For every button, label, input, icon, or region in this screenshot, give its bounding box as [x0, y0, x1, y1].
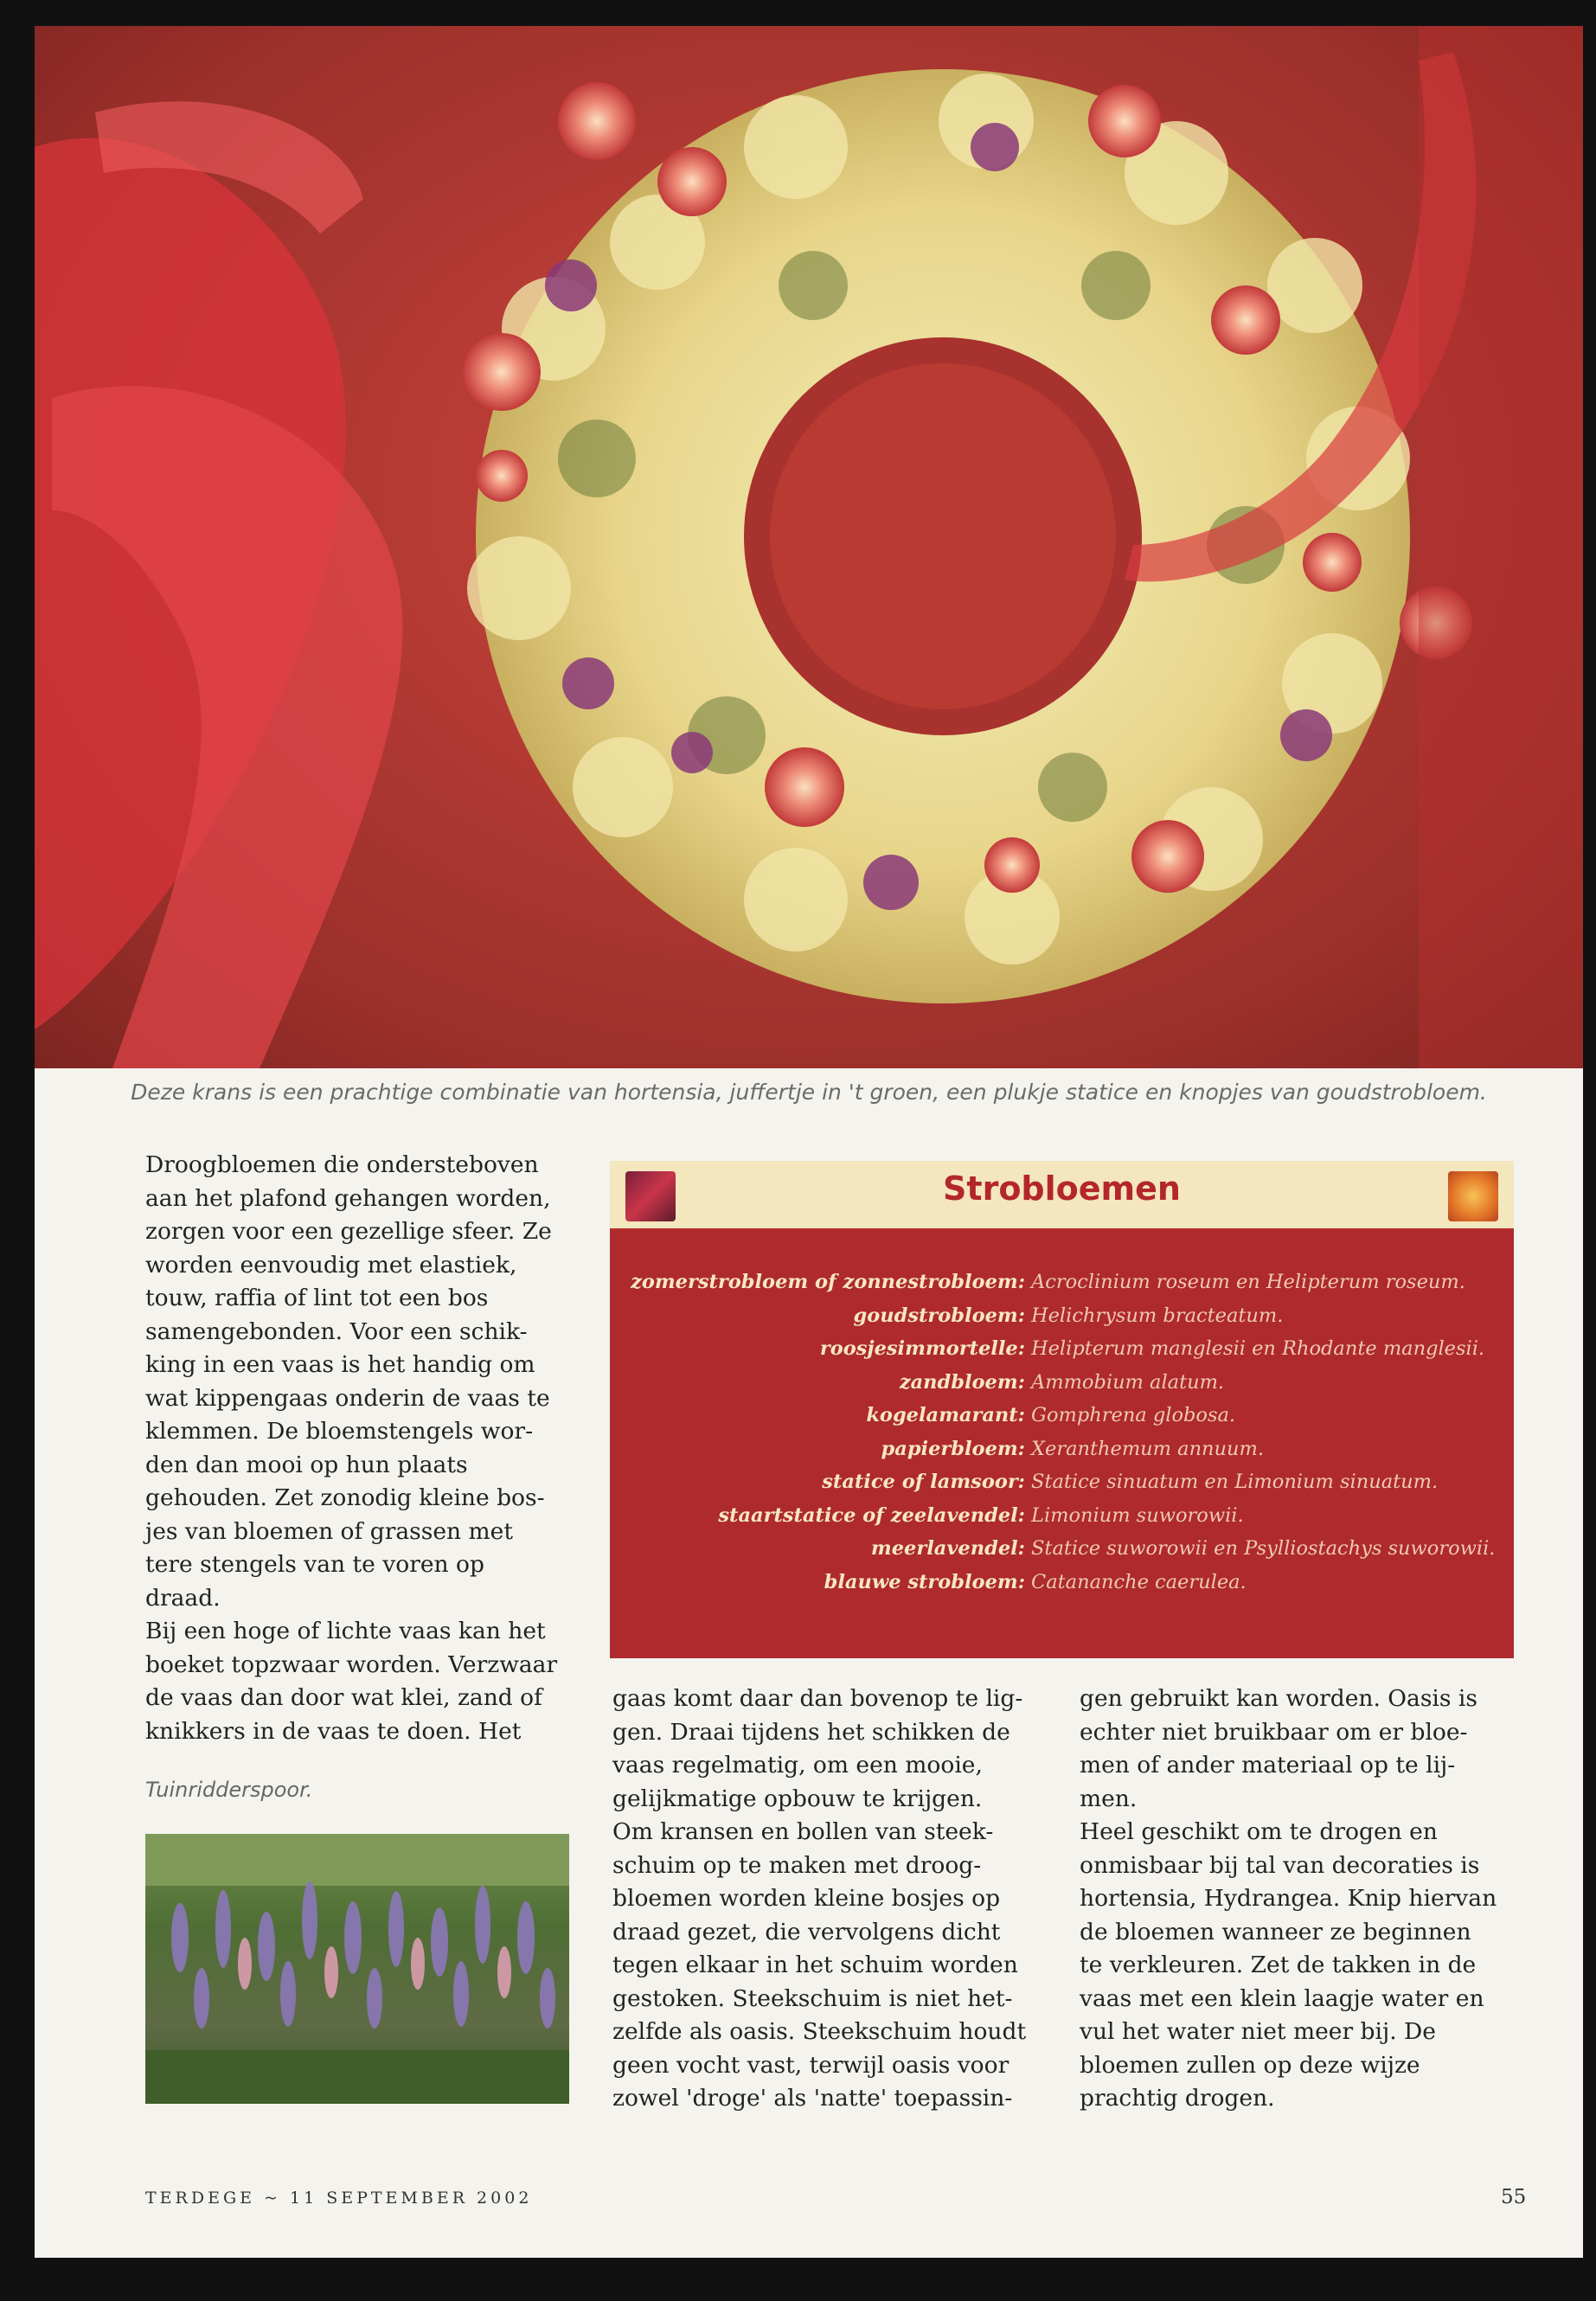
text-line: gen gebruikt kan worden. Oasis is — [1080, 1685, 1477, 1712]
text-line: men of ander materiaal op te lij- — [1080, 1752, 1456, 1779]
flower-latin-name: Statice suworowii en Psylliostachys suworowii. — [1031, 1537, 1496, 1560]
text-line: knikkers in de vaas te doen. Het — [145, 1717, 522, 1745]
text-line: touw, raffia of lint tot een bos — [145, 1285, 489, 1311]
flower-common-name: kogelamarant: — [866, 1404, 1025, 1426]
text-line: vaas regelmatig, om een mooie, — [612, 1752, 983, 1779]
text-line: geen vocht vast, terwijl oasis voor — [612, 2051, 1010, 2079]
flower-latin-name: Helipterum manglesii en Rhodante manglesii. — [1031, 1337, 1485, 1360]
text-line: onmisbaar bij tal van decoraties is — [1080, 1851, 1480, 1879]
text-line: de vaas dan door wat klei, zand of — [145, 1684, 542, 1711]
strobloemen-box — [610, 1161, 1514, 1658]
text-line: Droogbloemen die ondersteboven — [145, 1151, 539, 1178]
text-line: de bloemen wanneer ze beginnen — [1080, 1918, 1471, 1945]
wreath-photo — [35, 26, 1583, 1068]
flower-row — [610, 1499, 1514, 1532]
flower-latin-name: Helichrysum bracteatum. — [1031, 1304, 1284, 1327]
flower-row — [610, 1366, 1514, 1399]
larkspur-photo — [145, 1834, 569, 2104]
flower-latin-name: Xeranthemum annuum. — [1031, 1437, 1265, 1460]
text-line: wat kippengaas onderin de vaas te — [145, 1384, 550, 1412]
flower-row — [610, 1399, 1514, 1432]
flower-thumbnail-icon — [1448, 1171, 1498, 1221]
flower-latin-name: Acroclinium roseum en Helipterum roseum. — [1031, 1271, 1465, 1293]
text-line: tere stengels van te voren op — [145, 1551, 484, 1578]
page-number: 55 — [1501, 2186, 1527, 2208]
text-line: boeket topzwaar worden. Verzwaar — [145, 1650, 558, 1678]
text-line: gen. Draai tijdens het schikken de — [612, 1718, 1010, 1746]
photo2-caption: Tuinridderspoor. — [145, 1778, 313, 1802]
flower-common-name: staartstatice of zeelavendel: — [718, 1503, 1025, 1527]
flower-common-name: papierbloem: — [881, 1437, 1025, 1460]
box-title: Strobloemen — [943, 1170, 1181, 1208]
text-line: vul het water niet meer bij. De — [1080, 2018, 1436, 2045]
text-line: gestoken. Steekschuim is niet het- — [612, 1984, 1013, 2012]
text-line: zorgen voor een gezellige sfeer. Ze — [145, 1218, 552, 1245]
flower-latin-name: Gomphrena globosa. — [1031, 1404, 1236, 1426]
text-line: aan het plafond gehangen worden, — [145, 1184, 551, 1212]
text-line: samengebonden. Voor een schik- — [145, 1317, 528, 1345]
flower-row — [610, 1566, 1514, 1599]
middle-column-text — [612, 1682, 1054, 2116]
text-line: den dan mooi op hun plaats — [145, 1451, 468, 1478]
text-line: bloemen worden kleine bosjes op — [612, 1885, 1001, 1912]
text-line: draad. — [145, 1584, 221, 1612]
text-line: Heel geschikt om te drogen en — [1080, 1818, 1438, 1845]
text-line: gaas komt daar dan bovenop te lig- — [612, 1685, 1023, 1712]
text-line: men. — [1080, 1785, 1138, 1812]
footer-publication: TERDEGE ~ 11 SEPTEMBER 2002 — [145, 2189, 533, 2208]
flower-row — [610, 1465, 1514, 1498]
flower-latin-name: Statice sinuatum en Limonium sinuatum. — [1031, 1471, 1439, 1493]
text-line: Om kransen en bollen van steek- — [612, 1818, 994, 1845]
flower-common-name: statice of lamsoor: — [822, 1471, 1025, 1493]
text-line: jes van bloemen of grassen met — [145, 1517, 514, 1545]
photo-caption: Deze krans is een prachtige combinatie van hortensia, juffertje in 't groen, een plukje statice en knopjes van goudstrobloem. — [131, 1080, 1487, 1105]
text-line: schuim op te maken met droog- — [612, 1851, 982, 1879]
flower-common-name: meerlavendel: — [870, 1537, 1025, 1560]
text-line: hortensia, Hydrangea. Knip hiervan — [1080, 1885, 1497, 1912]
flower-row — [610, 1299, 1514, 1332]
right-column-text — [1080, 1682, 1512, 2116]
flower-common-name: blauwe strobloem: — [824, 1570, 1025, 1593]
flower-latin-name: Limonium suworowii. — [1031, 1503, 1244, 1527]
text-line: Bij een hoge of lichte vaas kan het — [145, 1618, 546, 1644]
text-line: echter niet bruikbaar om er bloe- — [1080, 1718, 1468, 1746]
text-line: tegen elkaar in het schuim worden — [612, 1952, 1018, 1978]
text-line: bloemen zullen op deze wijze — [1080, 2051, 1420, 2079]
text-line: king in een vaas is het handig om — [145, 1351, 535, 1378]
flower-latin-name: Ammobium alatum. — [1031, 1370, 1225, 1394]
left-column-text — [145, 1149, 595, 1748]
flower-latin-name: Catananche caerulea. — [1031, 1570, 1247, 1593]
text-line: zowel 'droge' als 'natte' toepassin- — [612, 2085, 1013, 2112]
flower-row — [610, 1266, 1514, 1298]
text-line: gehouden. Zet zonodig kleine bos- — [145, 1484, 545, 1511]
text-line: vaas met een klein laagje water en — [1080, 1984, 1484, 2012]
box-header — [610, 1161, 1514, 1231]
flower-row — [610, 1433, 1514, 1465]
text-line: zelfde als oasis. Steekschuim houdt — [612, 2018, 1027, 2045]
box-body — [610, 1231, 1514, 1658]
magazine-page — [35, 26, 1583, 2258]
flower-row — [610, 1532, 1514, 1565]
text-line: te verkleuren. Zet de takken in de — [1080, 1952, 1477, 1978]
flower-common-name: zomerstrobloem of zonnestrobloem: — [631, 1271, 1025, 1293]
flower-row — [610, 1332, 1514, 1365]
text-line: prachtig drogen. — [1080, 2085, 1275, 2112]
text-line: gelijkmatige opbouw te krijgen. — [612, 1785, 983, 1812]
text-line: worden eenvoudig met elastiek, — [145, 1251, 517, 1279]
flower-common-name: roosjesimmortelle: — [819, 1337, 1025, 1360]
text-line: klemmen. De bloemstengels wor- — [145, 1418, 534, 1445]
flower-common-name: zandbloem: — [899, 1370, 1025, 1394]
text-line: draad gezet, die vervolgens dicht — [612, 1918, 1001, 1945]
flower-common-name: goudstrobloem: — [853, 1304, 1025, 1327]
